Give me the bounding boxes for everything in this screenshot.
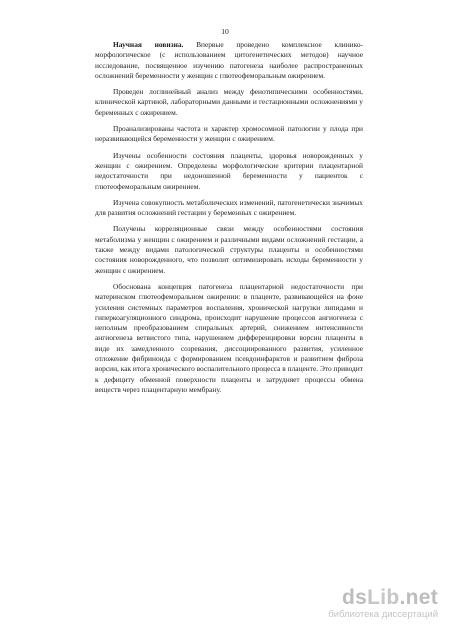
paragraph-text: Обоснована концепция патогенеза плацентарной недостаточности при материнском глютеофеморальном ожирении: в плаценте, развивающейся на фоне усиления системных параметров воспаления, хронической нагрузки липидами и гиперкоагуляционного синдрома, происходит нарушение процессов ангиогенеза с неполным преобразованием спиральных артерий, снижением интенсивности ангиогенеза ветвистого типа, нарушением дифференцировки ворсин плаценты в виде их замедленного созревания, диссоциированного развития, усиленное отложение фибриноида с формированием псевдоинфарктов и развитием фиброза ворсин, как итога хронического воспалительного процесса в плаценте. Это приводит к дефициту обменной поверхности плаценты и затрудняет процессы обмена веществ через плацентарную мембрану. xyxy=(95,281,363,394)
page-number: 10 xyxy=(221,27,229,36)
paragraph-text: Проанализированы частота и характер хромосомной патологии у плода при неразвивающейся беременности у женщин с ожирением. xyxy=(95,124,363,144)
paragraph-text: Получены корреляционные связи между особенностями состояния метаболизма у женщин с ожирением и различными видами осложнений гестации, а также между видами патологической структуры плаценты и особенностями состояния новорожденного, что позволит оптимизировать исходы беременности у женщин с ожирением. xyxy=(95,224,363,275)
paragraph-text: Изучены особенности состояния плаценты, здоровья новорожденных у женщин с ожирением. Определены морфологические критерии плацентарной недостаточности при недоношенной беременности у пациенток с глютеофеморальным ожирением. xyxy=(95,150,363,191)
section-lead-heading: Научная новизна. xyxy=(113,40,184,49)
paragraph xyxy=(95,151,363,192)
body-text xyxy=(95,40,363,401)
dslib-watermark xyxy=(298,587,438,627)
paragraph-text: Изучена совокупность метаболических изменений, патогенетически значимых для развития осложнений гестации у беременных с ожирением. xyxy=(95,197,363,218)
logo-net: .net xyxy=(399,586,438,609)
paragraph xyxy=(95,282,363,395)
paragraph xyxy=(95,87,363,118)
paragraph-scientific-novelty xyxy=(95,40,363,81)
paragraph-text: Проведен логлинейный анализ между фенотипическими особенностями, клинической картиной, лабораторными данными и гестационными осложнениями у беременных с ожирением. xyxy=(95,87,363,117)
watermark-subtitle: библиотека диссертаций xyxy=(328,609,438,620)
dslib-logo xyxy=(298,587,438,609)
paragraph xyxy=(95,124,363,145)
paragraph xyxy=(95,198,363,219)
paragraph-text: Впервые проведено комплексное клинико-морфологическое (с использованием цитогенетических методов) научное исследование, посвященное изучению патогенеза наиболее распространенных осложнений беременности у женщин с глютеофеморальным ожирением. xyxy=(95,40,363,80)
paragraph xyxy=(95,224,363,275)
logo-ds: ds xyxy=(341,586,368,609)
logo-lib: Lib xyxy=(367,586,400,609)
